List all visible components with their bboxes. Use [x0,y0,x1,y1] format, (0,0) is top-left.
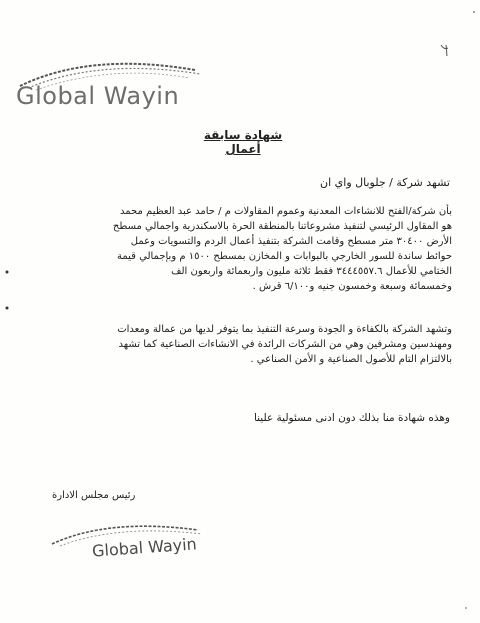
paragraph-project [32,204,452,294]
signature-stamp [48,520,208,562]
paragraph-line: بالالتزام التام للأصول الصناعية و الأمن الصناعي . [250,354,452,365]
corner-mark-icon [438,44,452,58]
paragraph-line: هو المقاول الرئيسي لتنفيذ مشروعاتنا بالمنطقة الحرة بالاسكندرية واجمالي مسطح [112,221,452,232]
signature-logo-text: Global Wayin [91,534,198,561]
paragraph-line: حوائط ساندة للسور الخارجي بالبوابات و المخازن بمسطح ١٥٠٠ م وبإجمالي قيمة [116,251,452,262]
paragraph-line: الأرض ٣٠٤٠٠ متر مسطح وقامت الشركة بتنفيذ أعمال الردم والتسويات وعمل [130,236,452,247]
closing-statement: وهذه شهادة منا بذلك دون ادنى مسئولية علينا [253,412,450,424]
intro-line: تشهد شركة / جلوبال واي ان [320,176,450,189]
paragraph-line: وتشهد الشركة بالكفاءة و الجودة وسرعة التنفيذ بما يتوفر لديها من عمالة ومعدات [117,324,452,335]
document-title: شهادة سابقة أعمال [203,128,283,156]
paragraph-line: وخمسمائة وسبعة وخمسون جنيه و٦/١٠٠ قرش . [252,281,452,292]
paragraph-line: الختامي للأعمال ٣٤٤٤٥٥٧.٦ فقط ثلاثة مليون واربعمائة واربعون الف [171,266,452,277]
paragraph-line: ومهندسين ومشرفين وهي من الشركات الرائدة في الانشاءات الصناعية كما تشهد [118,339,452,350]
company-logo [10,56,210,118]
logo-text: Global Wayin [16,82,180,110]
paragraph-line: بأن شركة/الفتح للانشاءات المعدنية وعموم المقاولات م / حامد عبد العظيم محمد [120,206,452,217]
signatory-title: رئيس مجلس الادارة [52,490,136,501]
paragraph-quality [32,322,452,367]
